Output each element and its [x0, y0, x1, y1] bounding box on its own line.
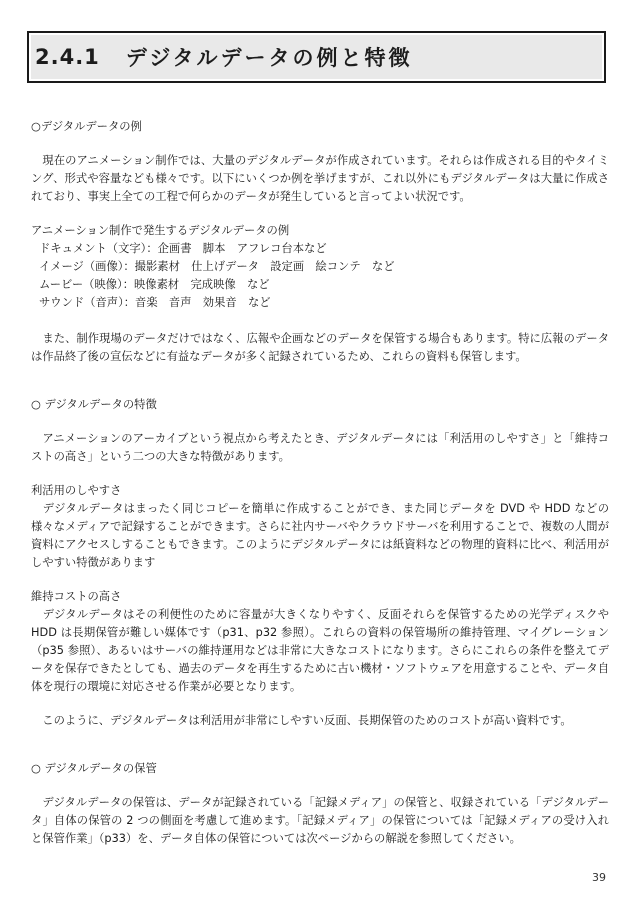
storage-heading: ○ デジタルデータの保管	[31, 762, 157, 775]
examples-list-item: ムービー（映像）：映像素材 完成映像 など	[39, 278, 270, 291]
section-title-band	[31, 35, 602, 79]
examples-list-item: イメージ（画像）：撮影素材 仕上げデータ 設定画 絵コンテ など	[39, 260, 395, 273]
examples-list-item: ドキュメント（文字）：企画書 脚本 アフレコ台本など	[39, 242, 327, 255]
cost-heading: 維持コストの高さ	[31, 590, 122, 603]
features-heading: ○ デジタルデータの特徴	[31, 398, 157, 411]
usability-heading: 利活用のしやすさ	[31, 484, 122, 497]
examples-heading: ○デジタルデータの例	[31, 120, 142, 133]
features-conclusion-paragraph: このように、デジタルデータは利活用が非常にしやすい反面、長期保管のためのコストが高い資料です。	[31, 714, 572, 727]
cost-paragraph: デジタルデータはその利便性のために容量が大きくなりやすく、反面それらを保管するための光学ディスクや HDD は長期保管が難しい媒体です（p31、p32 参照）。これらの資料の保管場所の維持管理、マイグレーション（p35 参照）、あるいはサーバの維持運用などは非常に大きなコストになります。さらにこれらの条件を整えてデータを保存できたとしても、過去のデータを再生するために古い機材・ソフトウェアを用意することや、データ自体を現行の環境に対応させる作業が必要となります。	[31, 608, 609, 693]
storage-paragraph: デジタルデータの保管は、データが記録されている「記録メディア」の保管と、収録されている「デジタルデータ」自体の保管の 2 つの側面を考慮して進めます。「記録メディア」の保管については「記録メディアの受け入れと保管作業」（p33）を、データ自体の保管については次ページからの解説を参照してください。	[31, 796, 609, 845]
usability-paragraph: デジタルデータはまったく同じコピーを簡単に作成することができ、また同じデータを DVD や HDD などの様々なメディアで記録することができます。さらに社内サーバやクラウドサーバを利用することで、複数の人間が資料にアクセスしすることもできます。このようにデジタルデータには紙資料などの物理的資料に比べ、利活用がしやすい特徴があります	[31, 502, 609, 569]
examples-list-heading: アニメーション制作で発生するデジタルデータの例	[31, 224, 290, 237]
section-number: 2.4.1	[35, 45, 100, 69]
section-title-box	[27, 31, 606, 83]
examples-outro-paragraph: また、制作現場のデータだけではなく、広報や企画などのデータを保管する場合もあります。特に広報のデータは作品終了後の宣伝などに有益なデータが多く記録されているため、これらの資料も保管します。	[31, 332, 609, 363]
section-title: デジタルデータの例と特徴	[125, 46, 413, 70]
features-intro-paragraph: アニメーションのアーカイブという視点から考えたとき、デジタルデータには「利活用のしやすさ」と「維持コストの高さ」という二つの大きな特徴があります。	[31, 432, 609, 463]
examples-list-item: サウンド（音声）：音楽 音声 効果音 など	[39, 296, 271, 309]
page-content	[31, 118, 609, 848]
examples-intro-paragraph: 現在のアニメーション制作では、大量のデジタルデータが作成されています。それらは作成される目的やタイミング、形式や容量なども様々です。以下にいくつか例を挙げますが、これ以外にもデジタルデータは大量に作成されており、事実上全ての工程で何らかのデータが発生していると言ってよい状況です。	[31, 154, 609, 203]
page-number: 39	[592, 871, 606, 884]
